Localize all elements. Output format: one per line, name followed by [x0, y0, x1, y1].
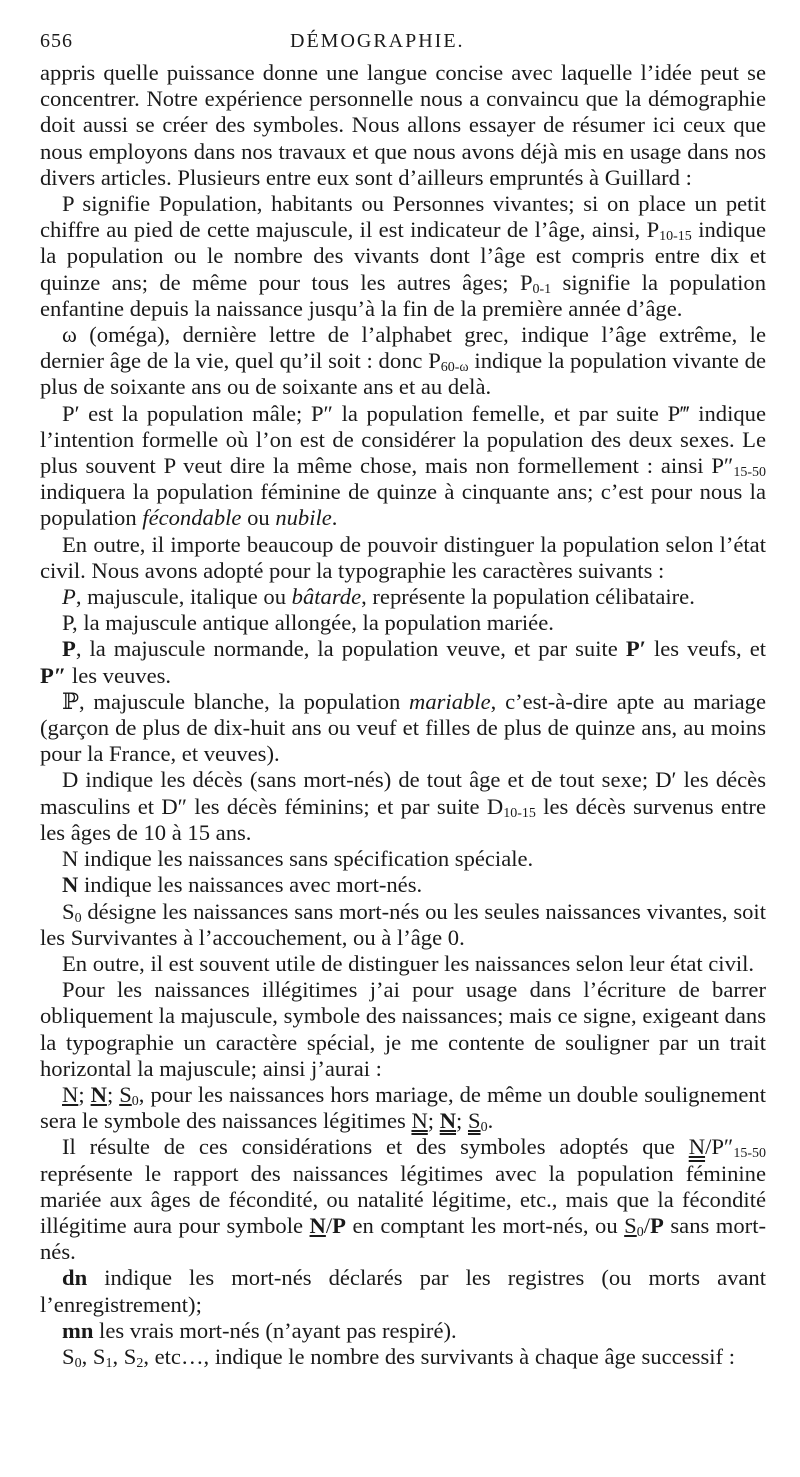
- paragraph: mn les vrais mort-nés (n’ayant pas respiré).: [62, 1317, 457, 1343]
- page-header: [40, 30, 766, 60]
- paragraph: appris quelle puissance donne une langue concise avec laquelle l’idée peut se concentrer. Notre expérience personnelle nous a convaincu que la démographie doit aussi se créer des symboles. Nous allons essayer de résumer ici ceux que nous employons dans nos travaux et que nous avons déjà mis en usage dans nos divers articles. Plusieurs entre eux sont d’ailleurs empruntés à Guillard :: [40, 60, 766, 190]
- paragraph: Il résulte de ces considérations et des symboles adoptés que $N/P''_{15-50}$ représente le rapport des naissances légitimes avec la population féminine mariée aux âges de fécondité, ou natalité légitime, etc., mais que la fécondité illégitime aura pour symbole N/P en comptant les mort-nés, ou $S_0/P$ sans mort-nés.: [40, 1134, 766, 1265]
- paragraph: En outre, il importe beaucoup de pouvoir distinguer la population selon l’état civil. Nous avons adopté pour la typographie les caractères suivants :: [40, 531, 766, 583]
- page-number: 656: [40, 30, 73, 52]
- paragraph: P, majuscule, italique ou bâtarde, représente la population célibataire.: [62, 584, 695, 610]
- body-text: [40, 60, 766, 1370]
- paragraph: dn indique les mort-nés déclarés par les registres (ou morts avant l’enregistrement);: [40, 1265, 766, 1317]
- paragraph: En outre, il est souvent utile de distinguer les naissances selon leur état civil.: [62, 950, 755, 976]
- paragraph: N; N; $S_0$, pour les naissances hors mariage, de même un double soulignement sera le symbole des naissances légitimes N; N; $S_0$.: [40, 1081, 766, 1136]
- paragraph: Pour les naissances illégitimes j’ai pour usage dans l’écriture de barrer obliquement la majuscule, symbole des naissances; mais ce signe, exigeant dans la typographie un caractère spécial, je me contente de souligner par un trait horizontal la majuscule; ainsi j’aurai :: [40, 977, 766, 1081]
- paragraph: P′ est la population mâle; P″ la population femelle, et par suite P‴ indique l’intention formelle où l’on est de considérer la population des deux sexes. Le plus souvent P veut dire la même chose, mais non formellement : ainsi $P''_{15-50}$ indiquera la population féminine de quinze à cinquante ans; c’est pour nous la population fécondable ou nubile.: [40, 400, 766, 531]
- paragraph: $S_0$ désigne les naissances sans mort-nés ou les seules naissances vivantes, soit les Survivantes à l’accouchement, ou à l’âge 0.: [40, 898, 766, 950]
- paragraph: D indique les décès (sans mort-nés) de tout âge et de tout sexe; D′ les décès masculins et D″ les décès féminins; et par suite $D_{10-15}$ les décès survenus entre les âges de 10 à 15 ans.: [40, 767, 766, 845]
- paragraph: ω (oméga), dernière lettre de l’alphabet grec, indique l’âge extrême, le dernier âge de la vie, quel qu’il soit : donc $P_{60-\omega}$ indique la population vivante de plus de soixante ans ou de soixante ans et au delà.: [40, 322, 766, 400]
- paragraph: N indique les naissances avec mort-nés.: [62, 872, 423, 898]
- paragraph: $S_0$, $S_1$, $S_2$, etc…, indique le nombre des survivants à chaque âge successif :: [62, 1343, 735, 1371]
- running-title: DÉMOGRAPHIE.: [290, 30, 465, 52]
- paragraph: N indique les naissances sans spécification spéciale.: [62, 846, 534, 872]
- paragraph: P, la majuscule normande, la population veuve, et par suite P′ les veufs, et P″ les veuves.: [40, 636, 767, 688]
- paragraph: P, la majuscule antique allongée, la population mariée.: [62, 610, 554, 636]
- paragraph: P signifie Population, habitants ou Personnes vivantes; si on place un petit chiffre au pied de cette majuscule, il est indicateur de l’âge, ainsi, $P_{10-15}$ indique la population ou le nombre des vivants dont l’âge est compris entre dix et quinze ans; de même pour tous les autres âges; $P_{0-1}$ signifie la population enfantine depuis la naissance jusqu’à la fin de la première année d’âge.: [40, 191, 766, 321]
- paragraph: ℙ, majuscule blanche, la population mariable, c’est-à-dire apte au mariage (garçon de plus de dix-huit ans ou veuf et filles de plus de quinze ans, au moins pour la France, et veuves).: [40, 688, 766, 767]
